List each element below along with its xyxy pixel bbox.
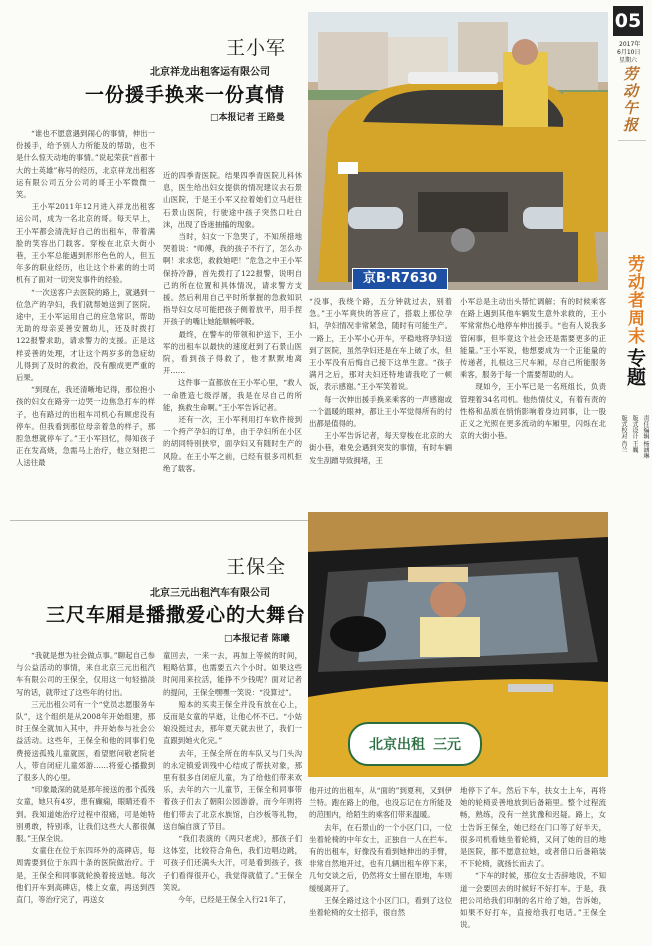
issue-weekday: 星期六 bbox=[619, 57, 638, 64]
column-title: 劳动者周末 bbox=[624, 255, 644, 345]
article2-column-1: “我就是想为社会做点事。”聊起自己参与公益活动的事情，来自北京三元出租汽车有限公司的王保全，仅用这一句轻描淡写的话，就带过了这些年的付出。 三元出租公司有一个“党员志愿服务车队”，这个组织是从2008年开始组建，那时王保全就加入其中，并开始参与社会公益活动。这些年，王保全和他的同事们免费接送孤残儿童就医，看望慰问敬老院老人，带自闭症儿童郊游……将爱心播撒到了很多人的心里。 “印象最深的就是那年接送的那个孤残女童，她只有4岁，患有癫痫，眼睛还看不到。我知道她治疗过程中很痛，可是她特别勇敢，特别乖，让我们这些大人都很佩服。”王保全说。 女童住在位于东四环外的高碑店，每周需要到位于东四十条的医院做治疗。于是，王保全和同事就轮换着接送她。每次他们开车到高碑店，楼上女童，再送到西直门，等治疗完了，再送女 bbox=[16, 651, 155, 905]
article1-column-2: 近的四季青医院。结果四季青医院儿科休息，医生给出妇女提供的情况建议去石景山医院，于是王小军又拉着她们立马赶往石景山医院，行驶途中孩子突然口吐白沫，出现了昏迷抽搐的现象。 当时，妇女一下急哭了，不知所措地哭着说：“师傅，我的孩子不行了，怎么办啊！求求您，救救她吧！”危急之中王小军保持冷静，首先拨打了122报警，说明自己的所在位置和具体情况，请求警方支援。然后利用自己平时所掌握的急救知识指导妇女尽可能把孩子侧着放平，用手捏开孩子的嘴让她能顺畅呼吸。 最终，在警车的带领和护送下，王小军的出租车以最快的速度赶到了石景山医院，看到孩子得救了，他才默默地离开…… 这件事一直都放在王小军心里，“救人一命胜造七级浮屠，我是在尽自己的所能，换救生命啊。”王小军告诉记者。 还有一次，王小军利用打车软件接到一个挎产孕妇的订单，由于孕妇所在小区的胡同特别狭窄，面孕妇又有随时生产的风险。在王小军之前，已经有很多司机拒绝了载客。 bbox=[163, 171, 302, 473]
article1-byline: □本报记者 王路曼 bbox=[210, 113, 285, 123]
article2-column-2: 童回去，一来一去，再加上等候的时间，粗略估算，也需要五六个小时。如果这些时间用来拉活，能挣不少钱呢？面对记者的提问，王保全嘿嘿一笑说：“没算过”。 赔本的买卖王保全并没有放在心上，反而是女童的早逝，让他心怀不已。“小姑娘没挺过去，那年夏天就去世了，我们一直跟到她火化完。” 去年，王保全所在的车队又与门头沟的永定镇爱训残中心结成了帮扶对象，那里有很多自闭症儿童，为了给他们带来欢乐，去年的六一儿童节，王保全和同事带着孩子们去了朝阳公园游游，而今年则将他们带去了北京水族馆，白沙板等礼物，送自编自演了节目。 “我们表演的《两只老虎》，那孩子们这体室，比较符合角色，我们边唱边跳，可孩子们还满头大汗，可是看到孩子，孩子们看得很开心，我觉得就值了。”王保全笑说。 今年，已经是王保全入行21年了， bbox=[163, 651, 302, 905]
column-divider-top bbox=[618, 140, 646, 141]
door-text-sanyuan: 三元 bbox=[433, 737, 461, 753]
article2-headline: 三尺车厢是播撒爱心的大舞台 bbox=[46, 604, 307, 626]
taxi-photo-illustration bbox=[308, 12, 608, 290]
door-text-beijing-taxi: 北京出租 bbox=[369, 737, 425, 753]
page-sidebar bbox=[613, 0, 652, 946]
issue-date-day: 6月10日 bbox=[617, 49, 641, 56]
article1-column-3: “没事，我绕个路，五分钟就过去，别着急。”王小军爽快的答应了，搭载上那位孕妇，孕妇情况非常紧急，随时有可能生产。一路上，王小军小心开车，平稳地将孕妇送到了医院，虽然孕妇还是在车上破了水，但王小军没有后悔自己接下这单生意。“孩子满月之后，那对夫妇还特地请我吃了一顿饭，表示感谢。”王小军笑着说。 每一次伸出援手换来乘客的一声感谢或一个温暖的眼神，都让王小军觉得所有的付出都是值得的。 王小军告诉记者，每天穿梭在北京的大街小巷，难免会遇到突发的事情，有时车辆发生刮蹭导致拥堵，王 bbox=[309, 297, 452, 465]
article1-photo bbox=[308, 12, 608, 290]
issue-date-year: 2017年 bbox=[619, 41, 641, 48]
article1-person-name: 王小军 bbox=[226, 37, 287, 59]
article2-column-4: 地停下了车。然后下车，扶女士上车，再将她的轮椅妥善地放到后备箱里。整个过程流畅，熟练，没有一丝犹豫和迟疑。路上，女士告诉王保全，她已经在门口等了好半天，很多司机看她坐着轮椅，又问了她的目的地是医院，都不愿意拉她，或者借口后备箱装不下轮椅，就扬长而去了。 “下车的时候，那位女士否辞地说，不知道一会要回去的时候好不好打车。于是，我把公司给我们印制的名片给了她，告诉她，如果不好打车，直接给我打电话。”王保全说。 bbox=[460, 786, 606, 930]
article2-door-logo bbox=[348, 722, 482, 766]
article2-photo bbox=[308, 512, 608, 777]
article1-company: 北京祥龙出租客运有限公司 bbox=[150, 67, 270, 78]
section-label: 专题 bbox=[624, 348, 646, 386]
article1-license-plate: 京B·R7630 bbox=[352, 268, 448, 290]
credit-proof: 版式校对 肖兰 bbox=[620, 415, 627, 453]
article2-column-3: 他开过的出租车，从“面的”到夏利，又到伊兰特。跑在路上的他，也没忘记在方所能及的范围内，给陌生的乘客们带来温暖。 去年，在石景山的一个小区门口，一位坐着轮椅的中年女士，正独自一人在拦车。有的出租车，好像没有看到她伸出的手臂，非常自然地开过，也有几辆出租车停下来，几句交谈之后，仍然将女士留在原地，车则缓缓离开了。 王保全路过这个小区门口，看到了这位坐着轮椅的女士招手，很自然 bbox=[309, 786, 452, 918]
credit-editor: 责任编辑 杨涵琳 bbox=[642, 415, 649, 459]
article1-column-1: “谁也不愿意遇到闹心的事情，伸出一份援手，给予别人力所能及的帮助，也不是什么惊天动地的事情。”说起荣获“首都十大的士英雄”称号的经历，北京祥龙出租客运有限公司五分公司的哥王小军微微一笑。 王小军2011年12月进入祥龙出租客运公司，成为一名北京的哥。每天早上，王小军都会清洗好自己的出租车，带着满脸的笑容出门载客。穿梭在北京大街小巷，王小军总能遇到形形色色的人，但五年多的职业经历，也让这个朴素的的士司机有了面对一切突发事件的经验。 “一次送客户去医院的路上，就遇到一位急产的孕妇，我们就帮她送到了医院。途中，王小军运用自己的应急常识，帮助无助的母亲妥善安置幼儿，还及时拨打122报警求助，请求警力的支援。正是这样妥善的处理，才让这个两岁多的急症幼儿得到了及时的救治，没有酿成更严重的后果。 “到现在，我还清晰地记得，那位抱小孩的妇女在路旁一边哭一边焦急打车的样子，也有路过的出租车司机心有顾虑没有停车。但我看到那位母亲着急的样子，那腔急想就停车了。”王小军回忆，得知孩子正在发高烧，急需马上治疗，他立刻把二人送往最 bbox=[16, 129, 155, 468]
credit-design: 版式设计 王巍 bbox=[631, 415, 638, 453]
article2-byline: □本报记者 陈曦 bbox=[224, 634, 290, 644]
article2-person-name: 王保全 bbox=[226, 556, 287, 578]
credits-block bbox=[619, 415, 650, 505]
page-number: 05 bbox=[613, 6, 643, 36]
article2-company: 北京三元出租汽车有限公司 bbox=[150, 588, 270, 599]
article1-headline: 一份援手换来一份真情 bbox=[85, 84, 286, 106]
article1-column-4: 小军总是主动出头帮忙调解；有的时候乘客在路上遇到其他车辆发生意外求救的，王小军常常热心地停车伸出援手。“也有人说我多管闲事，但毕竟这个社会还是需要更多的正能量。”王小军说，他想要成为一个正能量的传递者，扎根这三尺车厢，尽自己所能服务乘客，服务于每一个需要帮助的人。 现如今，王小军已是一名班组长，负责管理着34名司机。他热情仗义，有着有责的性格和品质在悄悄影响着身边同事，让一股正义之光照在更多流动的车厢里，闪烁在北京的大街小巷。 bbox=[460, 297, 606, 441]
masthead-logo: 劳动午报 bbox=[621, 66, 639, 134]
